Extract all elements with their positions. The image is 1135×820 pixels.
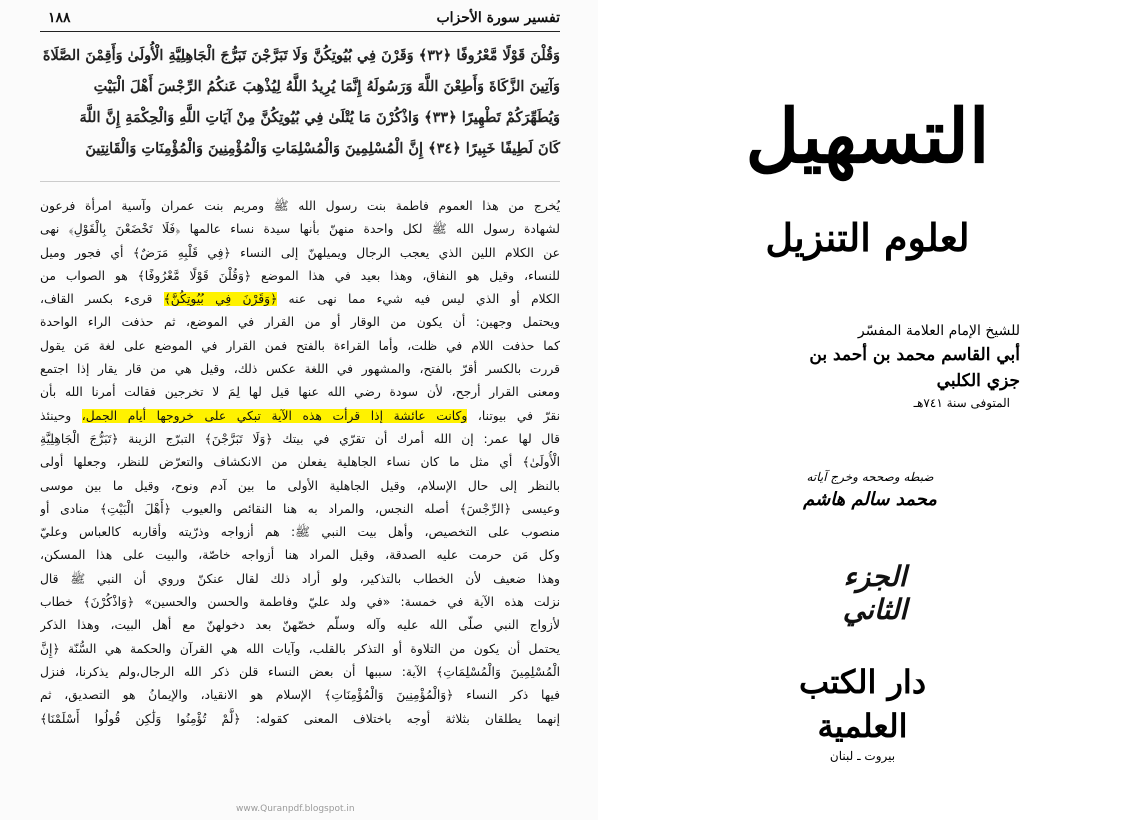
commentary-line: للنساء، وقيل هو النفاق، وهذا بعيد في هذا الموضع ﴿وَقُلْنَ قَوْلًا مَّعْرُوفًا﴾ هو الصواب من [40,268,560,283]
commentary-line: الْمُسْلِمِينَ وَالْمُسْلِمَاتِ﴾ الآية: سببها أن بعض النساء قلن ذكر الله الرجال،ولم يذكرنا، فنزل [40,664,560,679]
book-cover [600,0,1135,820]
commentary-line: ومعنى القرار أرجح، لأن سودة رضي الله عنها قيل لها لِمَ لا تخرجين فقالت أمرنا الله بأن [40,385,560,400]
verse-line: كَانَ لَطِيفًا خَبِيرًا ﴿٣٤﴾ إِنَّ الْمُسْلِمِينَ وَالْمُسْلِمَاتِ وَالْمُؤْمِنِينَ وَالْمُؤْمِنَاتِ وَالْقَانِتِينَ [85,140,560,157]
commentary-line: فيها ذكر النساء ﴿وَالْمُؤْمِنِينَ وَالْمُؤْمِنَاتِ﴾ الإسلام هو الانقياد، والإيمانُ هو التصديق، ثم [40,688,560,703]
verse-line: وَقُلْنَ قَوْلًا مَّعْرُوفًا ﴿٣٢﴾ وَقَرْنَ فِي بُيُوتِكُنَّ وَلَا تَبَرَّجْنَ تَبَرُّجَ الْجَاهِلِيَّةِ الْأُولَىٰ وَأَقِمْنَ الصَّلَاةَ [42,47,560,64]
commentary-line: وهذا ضعيف لأن الخطاب بالتذكير، ولو أراد ذلك لقال عنكنّ وروي أن النبي ﷺ قال [40,571,560,586]
commentary-line: قال لها عمر: إن الله أمرك أن تقرّي في بيتك ﴿وَلَا تَبَرَّجْنَ﴾ التبرّج الزينة ﴿تَبَرُّجَ الْجَاهِلِيَّةِ [40,431,560,446]
commentary-line: وعيسى ﴿الرِّجْسَ﴾ أصله النجس، والمراد به هنا النقائص والعيوب ﴿أَهْلَ الْبَيْتِ﴾ منادى أو [40,501,560,516]
commentary-line: بالنظر إلى حال الإسلام، وقيل الجاهلية الأولى ما بين آدم ونوح، وقيل ما بين موسى [40,478,560,493]
commentary-line: إنهما يطلقان بثلاثة أوجه باختلاف المعنى كقوله: ﴿لَّمْ تُؤْمِنُوا وَلَٰكِن قُولُوا أَسْلَمْنَا﴾ [40,711,560,726]
line-text: الكلام أو الذي ليس فيه شيء مما نهى عنه [277,292,560,307]
author-death-year: المتوفى سنة ٧٤١هـ [913,396,1010,410]
highlighted-phrase: ﴿وَقَرْنَ فِي بُيُوتِكُنَّ﴾ [163,292,278,307]
editor-name: محمد سالم هاشم [803,489,937,510]
highlighted-phrase: وكانت عائشة إذا قرأت هذه الآية تبكي على خروجها أيام الجمل، [81,408,468,423]
commentary-line: كما حذفت اللام في ظلت، وأما القراءة بالفتح فمن القرار في الموضع على لغة مَن يقول [40,338,560,353]
publisher-block [775,660,950,764]
commentary-line: لشهادة رسول الله ﷺ لكل واحدة منهنّ بأنها سيدة نساء عالمها ﴿فَلَا تَخْضَعْنَ بِالْقَوْلِ﴾ نهى [40,222,560,237]
header-rule [40,31,560,32]
line-text: وحينئذ [40,408,82,423]
commentary-line: وكل مَن حرمت عليه الصدقة، وقيل المراد هنا أزواجه خاصّة، والبيت على هذا المسكن، [40,548,560,563]
quran-verse-block [40,40,560,164]
commentary-block [40,195,560,731]
commentary-line: يحتمل أن يكون من التلاوة أو التذكر بالقلب، وآيات الله هي القرآن والحكمة هي السُّنّة ﴿إِنَّ [40,641,560,656]
publisher-name: دار الكتب العلمية [798,663,927,745]
author-name: أبي القاسم محمد بن أحمد بن جزي الكلبي [809,345,1020,391]
commentary-line: لأزواج النبي صلّى الله عليه وآله وسلّم خصّهنّ بعد دخولهنّ مع أهل البيت، وهذا الذكر [40,618,560,633]
verse-separator [40,181,560,182]
commentary-line [40,405,560,428]
line-text: نقرّ في بيوتنا، [467,408,560,423]
commentary-line [40,288,560,311]
line-text: قرىء بكسر القاف، [40,292,164,307]
verse-line: وَيُطَهِّرَكُمْ تَطْهِيرًا ﴿٣٣﴾ وَاذْكُرْنَ مَا يُتْلَىٰ فِي بُيُوتِكُنَّ مِنْ آيَاتِ اللَّهِ وَالْحِكْمَةِ إِنَّ اللَّهَ [79,109,560,126]
commentary-line: ويحتمل وجهين: أن يكون من الوقار أو من القرار في الموضع، ثم حذفت الراء الواحدة [40,315,560,330]
commentary-line: منصوب على التخصيص، وأهل بيت النبي ﷺ: هم أزواجه وذرّيته وأقاربه كالعباس وعليّ [40,525,560,540]
author-honorific: للشيخ الإمام العلامة المفسّر [857,323,1020,339]
author-block [775,320,1020,412]
publisher-city: بيروت ـ لبنان [829,749,896,763]
cover-subtitle: لعلوم التنزيل [765,215,970,260]
commentary-line: عن الكلام اللين الذي يعجب الرجال ويميلهنّ إلى النساء ﴿فِي قَلْبِهِ مَرَضٌ﴾ أي فجور وميل [40,245,560,260]
page-number: ١٨٨ [48,10,71,26]
page-header [40,6,560,32]
verse-line: وَآتِينَ الزَّكَاةَ وَأَطِعْنَ اللَّهَ وَرَسُولَهُ إِنَّمَا يُرِيدُ اللَّهُ لِيُذْهِبَ عَنكُمُ الرِّجْسَ أَهْلَ الْبَيْتِ [93,78,560,95]
running-title: تفسير سورة الأحزاب [436,10,560,26]
commentary-line: يُخرج من هذا العموم فاطمة بنت رسول الله ﷺ ومريم بنت عمران وآسية امرأة فرعون [40,199,560,213]
commentary-line: الْأُولَىٰ﴾ أي مثل ما كان نساء الجاهلية يفعلن من الانكشاف والتعرّض للنظر، وجعلها أولى [40,455,560,470]
volume-label: الجزء الثاني [842,560,908,626]
commentary-line: نزلت هذه الآية في خمسة: «في ولد عليّ وفاطمة والحسن والحسين» ﴿وَاذْكُرْنَ﴾ خطاب [40,595,560,610]
editor-block [800,468,940,514]
cover-title: التسهيل [745,94,990,180]
commentary-line: قررت بالكسر أقرّ بالفتح، والمشهور في اللغة عكس ذلك، وقيل هي من قار يقار إذا اجتمع [40,362,560,377]
editor-role: ضبطه وصححه وخرج آياته [806,470,934,484]
watermark-url: www.Quranpdf.blogspot.in [236,804,355,814]
